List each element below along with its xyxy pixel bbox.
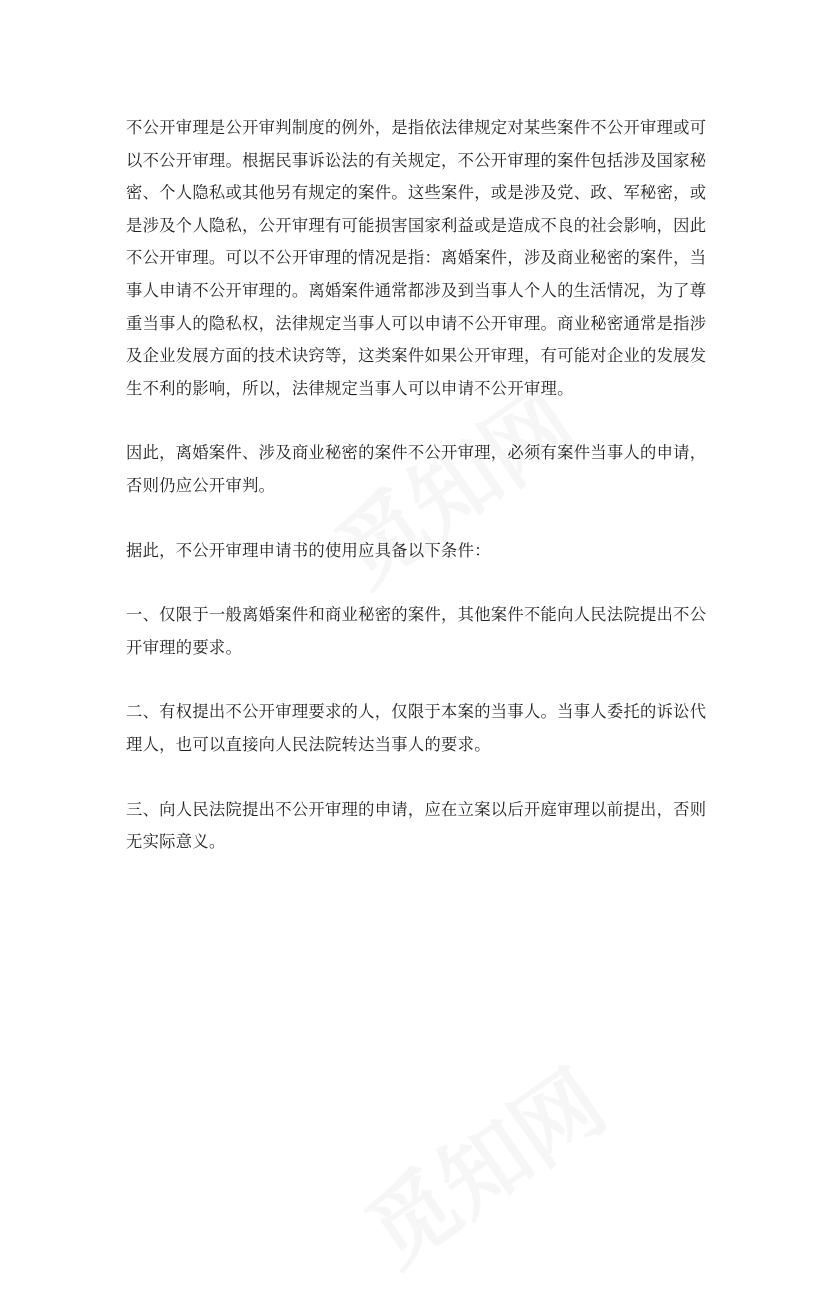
document-body	[126, 112, 711, 891]
paragraph-condition-2: 二、有权提出不公开审理要求的人，仅限于本案的当事人。当事人委托的诉讼代理人，也可以直接向人民法院转达当事人的要求。	[126, 702, 707, 754]
paragraph-condition-1: 一、仅限于一般离婚案件和商业秘密的案件，其他案件不能向人民法院提出不公开审理的要求。	[126, 605, 707, 657]
paragraph-therefore: 因此，离婚案件、涉及商业秘密的案件不公开审理，必须有案件当事人的申请，否则仍应公开审判。	[126, 443, 707, 495]
watermark-bottom	[338, 1036, 627, 1290]
paragraph-intro: 不公开审理是公开审判制度的例外，是指依法律规定对某些案件不公开审理或可以不公开审理。根据民事诉讼法的有关规定，不公开审理的案件包括涉及国家秘密、个人隐私或其他另有规定的案件。这些案件，或是涉及党、政、军秘密，或是涉及个人隐私，公开审理有可能损害国家利益或是造成不良的社会影响，因此不公开审理。可以不公开审理的情况是指：离婚案件，涉及商业秘密的案件，当事人申请不公开审理的。离婚案件通常都涉及到当事人个人的生活情况，为了尊重当事人的隐私权，法律规定当事人可以申请不公开审理。商业秘密通常是指涉及企业发展方面的技术诀窍等，这类案件如果公开审理，有可能对企业的发展发生不利的影响，所以，法律规定当事人可以申请不公开审理。	[126, 118, 707, 398]
paragraph-conditions-intro: 据此，不公开审理申请书的使用应具备以下条件：	[126, 540, 491, 560]
paragraph-condition-3: 三、向人民法院提出不公开审理的申请，应在立案以后开庭审理以前提出，否则无实际意义。	[126, 799, 707, 852]
